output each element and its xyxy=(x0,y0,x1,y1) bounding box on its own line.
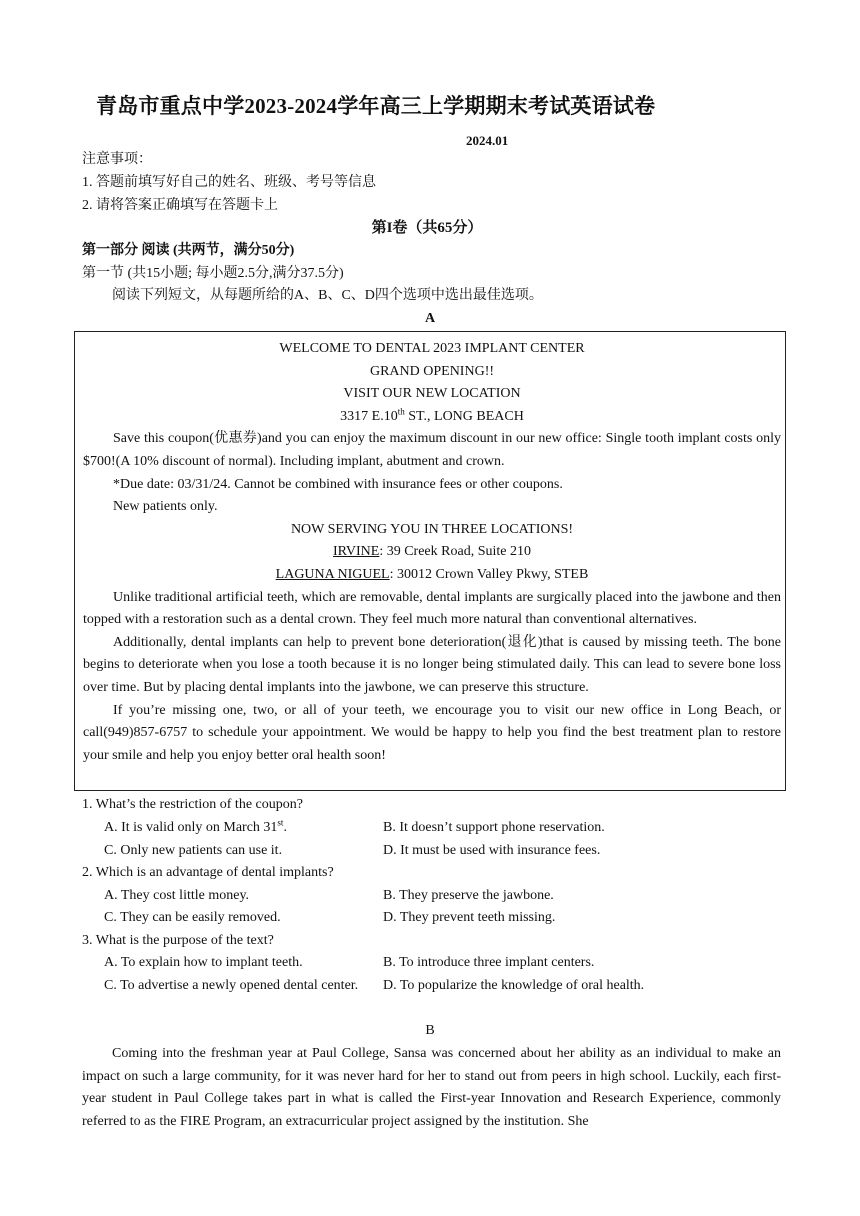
location-laguna-address: : 30012 Crown Valley Pkwy, STEB xyxy=(389,566,589,582)
question-2-stem: 2. Which is an advantage of dental implants? xyxy=(82,865,334,880)
location-laguna-name: LAGUNA NIGUEL xyxy=(275,566,390,582)
question-2-option-d: D. They prevent teeth missing. xyxy=(383,910,556,925)
ad-line-1: WELCOME TO DENTAL 2023 IMPLANT CENTER xyxy=(279,341,585,356)
notice-item-1: 1. 答题前填写好自己的姓名、班级、考号等信息 xyxy=(82,175,376,190)
notice-item-2: 2. 请将答案正确填写在答题卡上 xyxy=(82,198,278,213)
exam-title: 青岛市重点中学2023-2024学年高三上学期期末考试英语试卷 xyxy=(96,94,656,118)
ad-paragraph-1: Save this coupon(优惠券)and you can enjoy the maximum discount in our new office: Single tooth implant costs only $700!(A 10% discount of normal). Including implant, abutment and crown. xyxy=(83,431,781,469)
ad-address xyxy=(83,406,781,429)
ad-line-3: VISIT OUR NEW LOCATION xyxy=(343,386,521,402)
location-laguna xyxy=(83,564,781,587)
ad-paragraph-6: If you’re missing one, two, or all of your teeth, we encourage you to visit our new office in Long Beach, or call(949)857-6757 to schedule your appointment. We would be happy to help you find the best treatment plan to restore your smile and help you enjoy better oral health soon! xyxy=(83,702,781,763)
exam-date: 2024.01 xyxy=(466,133,509,148)
q1-option-a-text: A. It is valid only on March 31 xyxy=(104,820,278,835)
ad-paragraph-2: *Due date: 03/31/24. Cannot be combined with insurance fees or other coupons. xyxy=(113,476,563,492)
question-1-option-d: D. It must be used with insurance fees. xyxy=(383,843,601,858)
q1-option-a-sup: st xyxy=(277,817,284,828)
ad-line-2: GRAND OPENING!! xyxy=(369,363,495,379)
ad-paragraph-4: Unlike traditional artificial teeth, which are removable, dental implants are surgically placed into the jawbone and then topped with a restoration such as a dental crown. They feel much more natural than conventional alternatives. xyxy=(83,589,781,628)
ad-address-sup: th xyxy=(397,406,405,417)
question-3-stem: 3. What is the purpose of the text? xyxy=(82,933,274,948)
question-1-option-c: C. Only new patients can use it. xyxy=(104,843,283,858)
question-2-option-c: C. They can be easily removed. xyxy=(104,910,281,925)
volume-heading: 第I卷（共65分） xyxy=(371,220,483,236)
locations-heading: NOW SERVING YOU IN THREE LOCATIONS! xyxy=(290,521,574,537)
ad-paragraph-5: Additionally, dental implants can help to prevent bone deterioration(退化)that is caused by missing teeth. The bone begins to deteriorate when you lose a tooth because it is no longer being stimulated daily. This can lead to severe bone loss over time. But by placing dental implants into the jawbone, we can preserve this structure. xyxy=(83,634,781,695)
location-irvine-address: : 39 Creek Road, Suite 210 xyxy=(379,544,531,560)
question-3-option-d: D. To popularize the knowledge of oral health. xyxy=(383,978,645,993)
location-irvine xyxy=(83,541,781,564)
ad-address-pre: 3317 E.10 xyxy=(340,408,398,424)
question-2-option-b: B. They preserve the jawbone. xyxy=(383,888,554,903)
instruction: 阅读下列短文，从每题所给的A、B、C、D四个选项中选出最佳选项。 xyxy=(112,288,543,303)
passage-b-paragraph-1: Coming into the freshman year at Paul College, Sansa was concerned about her ability as an individual to make an impact on such a large community, for it was never hard for her to stand out from peers in high school. Luckily, each first-year student in Paul College takes part in what is called the First-year Innovation and Research Experience, commonly referred to as the FIRE Program, an extracurricular project assigned by the institution. She xyxy=(82,1046,781,1129)
question-1-stem: 1. What’s the restriction of the coupon? xyxy=(82,797,303,812)
location-irvine-name: IRVINE xyxy=(333,544,380,560)
question-1-option-b: B. It doesn’t support phone reservation. xyxy=(383,820,605,835)
question-1-option-a xyxy=(104,817,287,840)
ad-address-post: ST., LONG BEACH xyxy=(404,408,524,424)
section-heading: 第一节 (共15小题; 每小题2.5分,满分37.5分) xyxy=(82,266,344,281)
question-3-option-b: B. To introduce three implant centers. xyxy=(383,955,595,970)
question-3-option-a: A. To explain how to implant teeth. xyxy=(104,955,303,970)
question-3-option-c: C. To advertise a newly opened dental center. xyxy=(104,978,359,993)
ad-paragraph-3: New patients only. xyxy=(113,499,218,515)
question-2-option-a: A. They cost little money. xyxy=(104,888,250,903)
passage-a-label: A xyxy=(424,311,436,326)
passage-b-label: B xyxy=(425,1023,435,1038)
part-heading: 第一部分 阅读 (共两节，满分50分) xyxy=(82,243,295,258)
passage-a-box xyxy=(74,331,786,791)
q1-option-a-end: . xyxy=(283,820,287,835)
notice-heading: 注意事项： xyxy=(82,152,152,167)
